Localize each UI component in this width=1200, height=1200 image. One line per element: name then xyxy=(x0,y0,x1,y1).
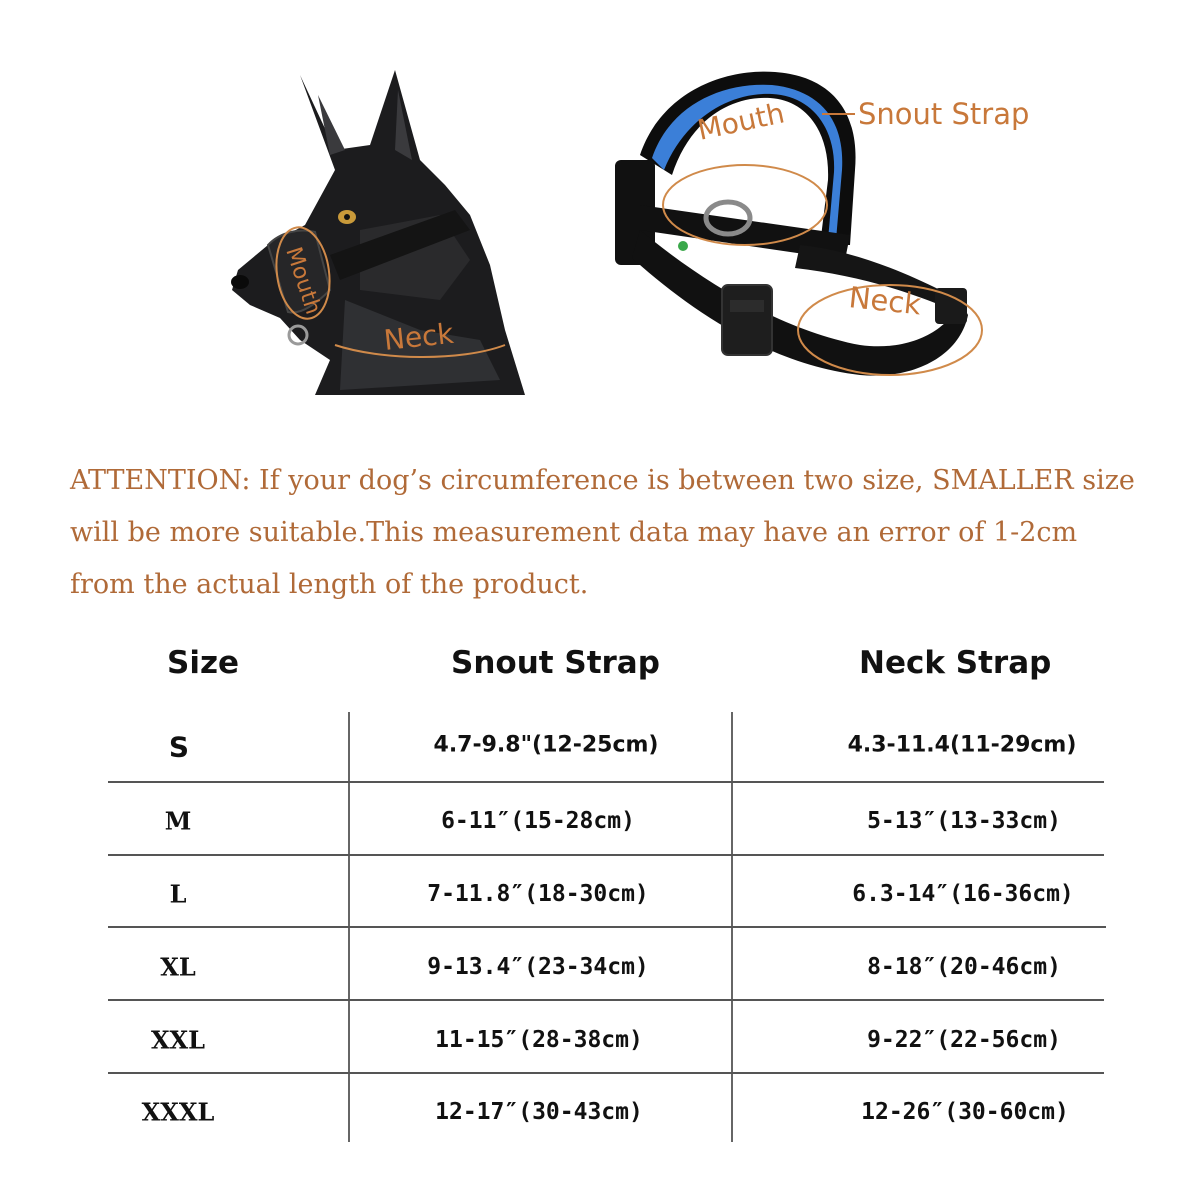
neck-cell: 5-13″(13-33cm) xyxy=(867,808,1061,834)
dog-neck-label: Neck xyxy=(382,316,456,357)
snout-cell: 11-15″(28-38cm) xyxy=(435,1027,643,1053)
snout-cell: 4.7-9.8"(12-25cm) xyxy=(433,732,659,758)
header-size: Size xyxy=(167,645,240,681)
strap-neck-label: Neck xyxy=(847,280,923,322)
attention-note: ATTENTION: If your dog’s circumference is between two size, SMALLER size will be more suitable.This measurement data may have an error of 1-2cm from the actual length of the product. xyxy=(70,465,1135,600)
header-neck-strap: Neck Strap xyxy=(859,645,1052,681)
dog-mouth-label: Mouth xyxy=(280,244,326,318)
size-cell: XL xyxy=(160,952,196,982)
size-cell: S xyxy=(168,730,190,764)
neck-cell: 6.3-14″(16-36cm) xyxy=(852,881,1074,907)
row-divider xyxy=(108,781,1104,783)
snout-strap-label: Snout Strap xyxy=(858,97,1030,131)
snout-cell: 6-11″(15-28cm) xyxy=(441,808,635,834)
size-cell: L xyxy=(169,879,187,909)
row-divider xyxy=(108,1072,1104,1074)
product-illustration xyxy=(0,0,1200,430)
snout-cell: 9-13.4″(23-34cm) xyxy=(427,954,649,980)
strap-mouth-label: Mouth xyxy=(694,96,788,147)
snout-cell: 7-11.8″(18-30cm) xyxy=(427,881,649,907)
size-cell: XXXL xyxy=(141,1097,215,1127)
snout-cell: 12-17″(30-43cm) xyxy=(435,1099,643,1125)
neck-cell: 12-26″(30-60cm) xyxy=(861,1099,1069,1125)
dog-head-image xyxy=(231,70,525,395)
size-cell: M xyxy=(164,806,192,836)
neck-cell: 4.3-11.4(11-29cm) xyxy=(847,732,1077,758)
row-divider xyxy=(108,999,1104,1001)
neck-cell: 9-22″(22-56cm) xyxy=(867,1027,1061,1053)
row-divider xyxy=(108,926,1106,928)
neck-cell: 8-18″(20-46cm) xyxy=(867,954,1061,980)
size-cell: XXL xyxy=(150,1025,206,1055)
header-snout-strap: Snout Strap xyxy=(451,645,660,681)
row-divider xyxy=(108,854,1104,856)
